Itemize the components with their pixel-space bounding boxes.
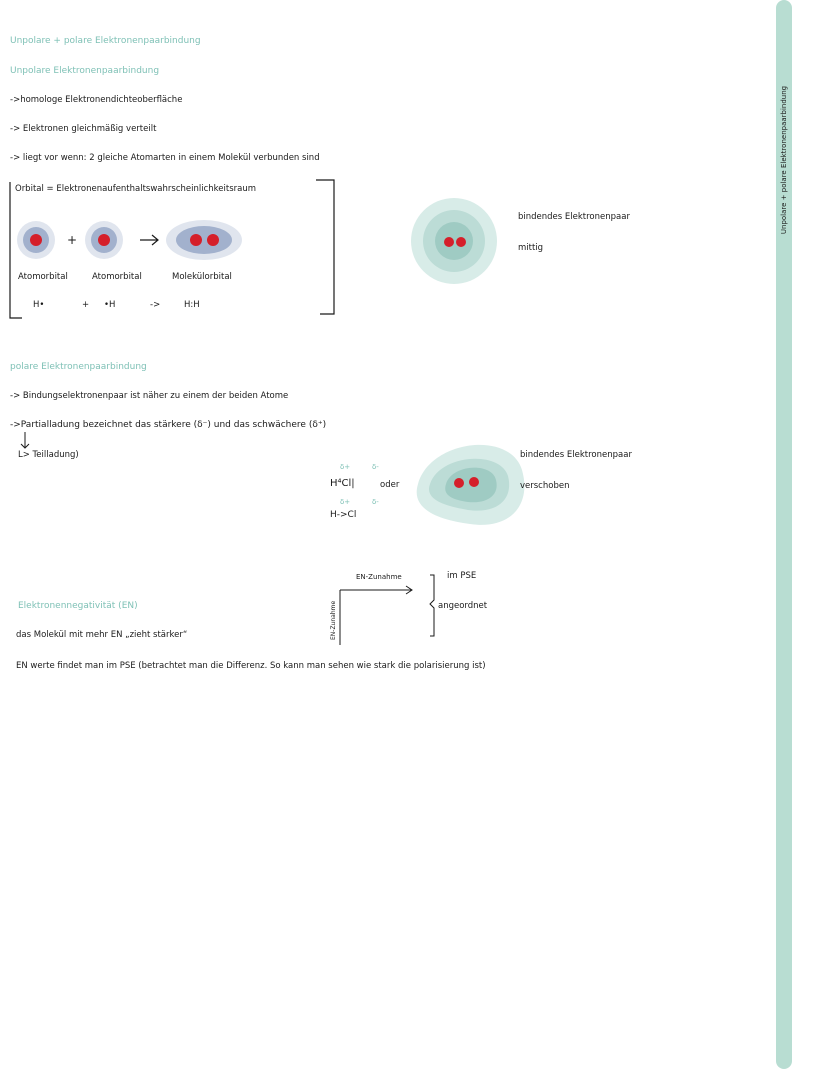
plus-sign: + [67,233,78,247]
label-atomorbital-2: Atomorbital [92,272,142,282]
formula-plus: + [82,300,90,310]
polar-formula-or: oder [380,480,400,490]
en-axis-x-label: EN-Zunahme [356,573,402,581]
polar-heading: polare Elektronenpaarbindung [10,362,147,372]
polar-side-label: bindendes Elektronenpaar [520,450,632,460]
en-pse-label: im PSE [447,571,477,581]
en-line-2: EN werte findet man im PSE (betrachtet man die Differenz. So kann man sehen wie stark die polarisierung ist) [16,661,486,671]
pse-brace [430,575,434,636]
en-line-1: das Molekül mit mehr EN „zieht stärker“ [16,630,188,640]
atom-orbital-1 [17,221,55,259]
label-atomorbital-1: Atomorbital [18,272,68,282]
down-arrow [21,432,29,448]
polar-bullet-2: ->Partialladung bezeichnet das stärkere (δ⁻) und das schwächere (δ⁺) [10,420,327,430]
bracket-right [316,180,334,314]
orbital-definition: Orbital = Elektronenaufenthaltswahrscheinlichkeitsraum [15,184,256,194]
unpolar-bullet-1: ->homologe Elektronendichteoberfläche [10,95,183,105]
polar-side-sublabel: verschoben [520,481,570,491]
nonpolar-electron-cloud [411,198,497,284]
delta-minus-2: δ- [372,498,379,506]
en-axis-y-label: EN-Zunahme [330,600,337,640]
unpolar-bullet-3: -> liegt vor wenn: 2 gleiche Atomarten in einem Molekül verbunden sind [10,153,320,163]
label-molekuelorbital: Molekülorbital [172,272,232,282]
formula-h1: H• [33,300,45,310]
molecule-orbital [166,220,242,260]
nonpolar-side-sublabel: mittig [518,243,544,253]
polar-electron-cloud [417,445,525,525]
formula-arrow: -> [150,300,161,310]
formula-hh: H:H [184,300,200,310]
page-title: Unpolare + polare Elektronenpaarbindung [10,36,201,46]
polar-formula-1: H⁴Cl| [330,478,355,489]
unpolar-bullet-2: -> Elektronen gleichmäßig verteilt [10,124,157,134]
polar-note: L> Teilladung) [18,450,79,460]
en-pse-sublabel: angeordnet [438,601,488,611]
formula-h2: •H [104,300,116,310]
en-heading: Elektronennegativität (EN) [18,601,138,611]
nonpolar-side-label: bindendes Elektronenpaar [518,212,630,222]
unpolar-heading: Unpolare Elektronenpaarbindung [10,66,160,76]
delta-plus-1: δ+ [340,463,351,471]
en-axis-horizontal [340,586,412,594]
polar-formula-2: H->Cl [330,510,357,520]
delta-plus-2: δ+ [340,498,351,506]
side-tab-label: Unpolare + polare Elektronenpaarbindung [780,85,788,235]
arrow-right [140,235,158,245]
atom-orbital-2 [85,221,123,259]
delta-minus-1: δ- [372,463,379,471]
polar-bullet-1: -> Bindungselektronenpaar ist näher zu einem der beiden Atome [10,391,289,401]
